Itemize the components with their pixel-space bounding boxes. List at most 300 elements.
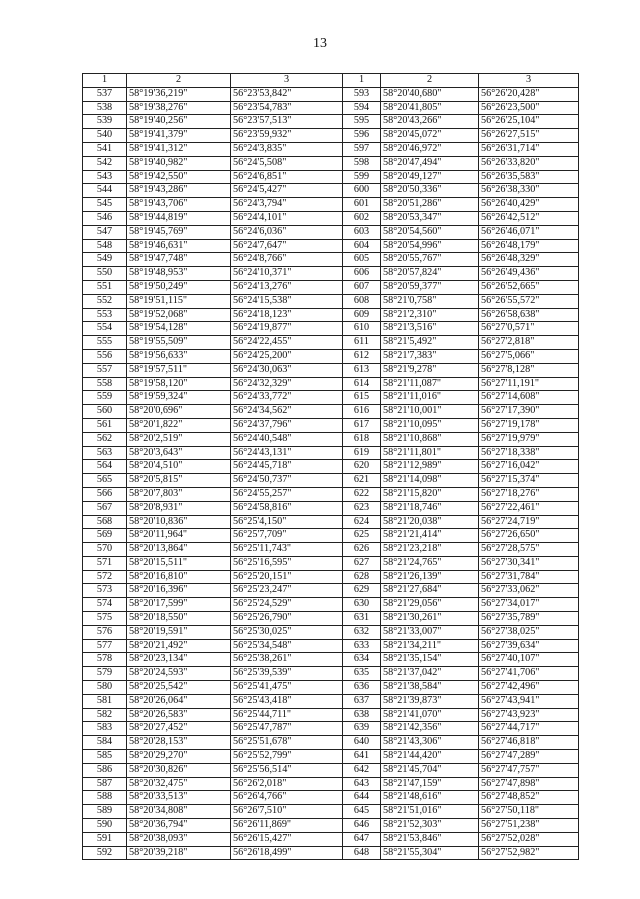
latitude-cell: 58°20'26,583" [127, 708, 231, 722]
point-number-cell: 624 [343, 515, 381, 529]
longitude-cell: 56°26'25,104" [479, 115, 579, 129]
longitude-cell: 56°27'43,923" [479, 708, 579, 722]
point-number-cell: 627 [343, 556, 381, 570]
longitude-cell: 56°25'47,787" [231, 722, 343, 736]
longitude-cell: 56°26'40,429" [479, 198, 579, 212]
longitude-cell: 56°23'59,932" [231, 129, 343, 143]
longitude-cell: 56°24'43,131" [231, 446, 343, 460]
point-number-cell: 544 [83, 184, 127, 198]
latitude-cell: 58°21'12,989" [381, 460, 479, 474]
longitude-cell: 56°27'40,107" [479, 653, 579, 667]
longitude-cell: 56°27'47,898" [479, 777, 579, 791]
latitude-cell: 58°20'39,218" [127, 846, 231, 860]
point-number-cell: 585 [83, 750, 127, 764]
longitude-cell: 56°27'24,719" [479, 515, 579, 529]
point-number-cell: 551 [83, 280, 127, 294]
table-row [83, 336, 579, 350]
longitude-cell: 56°25'51,678" [231, 736, 343, 750]
longitude-cell: 56°27'38,025" [479, 625, 579, 639]
point-number-cell: 625 [343, 529, 381, 543]
longitude-cell: 56°26'46,071" [479, 225, 579, 239]
latitude-cell: 58°20'27,452" [127, 722, 231, 736]
latitude-cell: 58°20'29,270" [127, 750, 231, 764]
table-row [83, 405, 579, 419]
table-row [83, 170, 579, 184]
point-number-cell: 557 [83, 363, 127, 377]
point-number-cell: 614 [343, 377, 381, 391]
point-number-cell: 582 [83, 708, 127, 722]
longitude-cell: 56°25'34,548" [231, 639, 343, 653]
latitude-cell: 58°20'23,134" [127, 653, 231, 667]
latitude-cell: 58°19'51,115" [127, 294, 231, 308]
point-number-cell: 629 [343, 584, 381, 598]
point-number-cell: 577 [83, 639, 127, 653]
table-row [83, 556, 579, 570]
point-number-cell: 547 [83, 225, 127, 239]
latitude-cell: 58°21'41,070" [381, 708, 479, 722]
table-row [83, 322, 579, 336]
table-row [83, 832, 579, 846]
table-row [83, 267, 579, 281]
longitude-cell: 56°27'47,289" [479, 750, 579, 764]
latitude-cell: 58°20'25,542" [127, 681, 231, 695]
point-number-cell: 573 [83, 584, 127, 598]
longitude-cell: 56°27'35,789" [479, 612, 579, 626]
longitude-cell: 56°24'22,455" [231, 336, 343, 350]
table-row [83, 722, 579, 736]
latitude-cell: 58°21'51,016" [381, 805, 479, 819]
longitude-cell: 56°27'46,818" [479, 736, 579, 750]
longitude-cell: 56°26'15,427" [231, 832, 343, 846]
longitude-cell: 56°27'31,784" [479, 570, 579, 584]
point-number-cell: 616 [343, 405, 381, 419]
latitude-cell: 58°21'45,704" [381, 763, 479, 777]
latitude-cell: 58°21'53,846" [381, 832, 479, 846]
table-row [83, 115, 579, 129]
latitude-cell: 58°20'1,822" [127, 418, 231, 432]
longitude-cell: 56°27'52,028" [479, 832, 579, 846]
longitude-cell: 56°25'23,247" [231, 584, 343, 598]
latitude-cell: 58°19'50,249" [127, 280, 231, 294]
point-number-cell: 584 [83, 736, 127, 750]
longitude-cell: 56°24'32,329" [231, 377, 343, 391]
point-number-cell: 634 [343, 653, 381, 667]
point-number-cell: 559 [83, 391, 127, 405]
longitude-cell: 56°24'4,101" [231, 211, 343, 225]
table-row [83, 625, 579, 639]
table-row [83, 432, 579, 446]
latitude-cell: 58°21'35,154" [381, 653, 479, 667]
longitude-cell: 56°24'30,063" [231, 363, 343, 377]
latitude-cell: 58°19'40,982" [127, 156, 231, 170]
latitude-cell: 58°21'11,801" [381, 446, 479, 460]
longitude-cell: 56°27'19,979" [479, 432, 579, 446]
longitude-cell: 56°25'39,539" [231, 667, 343, 681]
latitude-cell: 58°20'38,093" [127, 832, 231, 846]
latitude-cell: 58°20'13,864" [127, 543, 231, 557]
latitude-cell: 58°20'32,475" [127, 777, 231, 791]
latitude-cell: 58°20'3,643" [127, 446, 231, 460]
point-number-cell: 537 [83, 87, 127, 101]
table-row [83, 777, 579, 791]
latitude-cell: 58°19'38,276" [127, 101, 231, 115]
longitude-cell: 56°26'23,500" [479, 101, 579, 115]
table-row [83, 87, 579, 101]
latitude-cell: 58°20'15,511" [127, 556, 231, 570]
coordinates-table [82, 73, 579, 860]
point-number-cell: 638 [343, 708, 381, 722]
latitude-cell: 58°21'7,383" [381, 349, 479, 363]
latitude-cell: 58°21'14,098" [381, 474, 479, 488]
longitude-cell: 56°25'20,151" [231, 570, 343, 584]
longitude-cell: 56°25'26,790" [231, 612, 343, 626]
latitude-cell: 58°19'41,379" [127, 129, 231, 143]
latitude-cell: 58°20'21,492" [127, 639, 231, 653]
column-header: 1 [83, 74, 127, 88]
point-number-cell: 648 [343, 846, 381, 860]
longitude-cell: 56°24'34,562" [231, 405, 343, 419]
table-row [83, 598, 579, 612]
point-number-cell: 538 [83, 101, 127, 115]
point-number-cell: 643 [343, 777, 381, 791]
point-number-cell: 560 [83, 405, 127, 419]
point-number-cell: 637 [343, 694, 381, 708]
table-row [83, 653, 579, 667]
longitude-cell: 56°25'11,743" [231, 543, 343, 557]
latitude-cell: 58°20'24,593" [127, 667, 231, 681]
point-number-cell: 556 [83, 349, 127, 363]
latitude-cell: 58°21'37,042" [381, 667, 479, 681]
point-number-cell: 619 [343, 446, 381, 460]
point-number-cell: 611 [343, 336, 381, 350]
point-number-cell: 562 [83, 432, 127, 446]
point-number-cell: 630 [343, 598, 381, 612]
point-number-cell: 597 [343, 142, 381, 156]
latitude-cell: 58°19'55,509" [127, 336, 231, 350]
point-number-cell: 581 [83, 694, 127, 708]
point-number-cell: 578 [83, 653, 127, 667]
latitude-cell: 58°20'43,266" [381, 115, 479, 129]
longitude-cell: 56°25'56,514" [231, 763, 343, 777]
latitude-cell: 58°20'49,127" [381, 170, 479, 184]
longitude-cell: 56°26'58,638" [479, 308, 579, 322]
table-row [83, 142, 579, 156]
point-number-cell: 599 [343, 170, 381, 184]
longitude-cell: 56°27'51,238" [479, 819, 579, 833]
latitude-cell: 58°20'5,815" [127, 474, 231, 488]
latitude-cell: 58°20'0,696" [127, 405, 231, 419]
latitude-cell: 58°20'8,931" [127, 501, 231, 515]
point-number-cell: 605 [343, 253, 381, 267]
point-number-cell: 620 [343, 460, 381, 474]
column-header: 1 [343, 74, 381, 88]
longitude-cell: 56°26'18,499" [231, 846, 343, 860]
longitude-cell: 56°26'33,820" [479, 156, 579, 170]
latitude-cell: 58°21'3,516" [381, 322, 479, 336]
point-number-cell: 567 [83, 501, 127, 515]
latitude-cell: 58°21'18,746" [381, 501, 479, 515]
longitude-cell: 56°24'6,036" [231, 225, 343, 239]
latitude-cell: 58°19'46,631" [127, 239, 231, 253]
point-number-cell: 601 [343, 198, 381, 212]
longitude-cell: 56°27'43,941" [479, 694, 579, 708]
longitude-cell: 56°27'19,178" [479, 418, 579, 432]
table-row [83, 846, 579, 860]
latitude-cell: 58°19'58,120" [127, 377, 231, 391]
table-row [83, 129, 579, 143]
point-number-cell: 558 [83, 377, 127, 391]
latitude-cell: 58°20'45,072" [381, 129, 479, 143]
longitude-cell: 56°25'7,709" [231, 529, 343, 543]
latitude-cell: 58°20'40,680" [381, 87, 479, 101]
latitude-cell: 58°21'39,873" [381, 694, 479, 708]
longitude-cell: 56°24'55,257" [231, 487, 343, 501]
table-row [83, 460, 579, 474]
table-row [83, 253, 579, 267]
point-number-cell: 571 [83, 556, 127, 570]
longitude-cell: 56°25'4,150" [231, 515, 343, 529]
latitude-cell: 58°20'7,803" [127, 487, 231, 501]
column-header: 3 [479, 74, 579, 88]
latitude-cell: 58°21'34,211" [381, 639, 479, 653]
latitude-cell: 58°20'16,396" [127, 584, 231, 598]
longitude-cell: 56°27'0,571" [479, 322, 579, 336]
longitude-cell: 56°27'22,461" [479, 501, 579, 515]
table-row [83, 681, 579, 695]
longitude-cell: 56°27'42,496" [479, 681, 579, 695]
longitude-cell: 56°24'15,538" [231, 294, 343, 308]
table-header-row [83, 74, 579, 88]
point-number-cell: 572 [83, 570, 127, 584]
latitude-cell: 58°20'2,519" [127, 432, 231, 446]
longitude-cell: 56°26'42,512" [479, 211, 579, 225]
table-row [83, 184, 579, 198]
longitude-cell: 56°27'52,982" [479, 846, 579, 860]
point-number-cell: 550 [83, 267, 127, 281]
longitude-cell: 56°26'2,018" [231, 777, 343, 791]
point-number-cell: 564 [83, 460, 127, 474]
longitude-cell: 56°24'18,123" [231, 308, 343, 322]
longitude-cell: 56°25'44,711" [231, 708, 343, 722]
latitude-cell: 58°21'24,765" [381, 556, 479, 570]
longitude-cell: 56°26'49,436" [479, 267, 579, 281]
latitude-cell: 58°21'30,261" [381, 612, 479, 626]
point-number-cell: 553 [83, 308, 127, 322]
latitude-cell: 58°20'17,599" [127, 598, 231, 612]
longitude-cell: 56°26'31,714" [479, 142, 579, 156]
table-row [83, 763, 579, 777]
longitude-cell: 56°27'28,575" [479, 543, 579, 557]
point-number-cell: 545 [83, 198, 127, 212]
longitude-cell: 56°27'17,390" [479, 405, 579, 419]
page-number: 13 [313, 36, 327, 51]
longitude-cell: 56°26'20,428" [479, 87, 579, 101]
point-number-cell: 623 [343, 501, 381, 515]
column-header: 3 [231, 74, 343, 88]
longitude-cell: 56°27'16,042" [479, 460, 579, 474]
latitude-cell: 58°19'43,706" [127, 198, 231, 212]
longitude-cell: 56°25'30,025" [231, 625, 343, 639]
latitude-cell: 58°19'52,068" [127, 308, 231, 322]
longitude-cell: 56°24'33,772" [231, 391, 343, 405]
table-row [83, 819, 579, 833]
point-number-cell: 589 [83, 805, 127, 819]
latitude-cell: 58°19'59,324" [127, 391, 231, 405]
point-number-cell: 591 [83, 832, 127, 846]
latitude-cell: 58°19'57,511" [127, 363, 231, 377]
longitude-cell: 56°27'39,634" [479, 639, 579, 653]
latitude-cell: 58°20'36,794" [127, 819, 231, 833]
latitude-cell: 58°19'36,219" [127, 87, 231, 101]
longitude-cell: 56°24'6,851" [231, 170, 343, 184]
point-number-cell: 646 [343, 819, 381, 833]
point-number-cell: 598 [343, 156, 381, 170]
longitude-cell: 56°26'55,572" [479, 294, 579, 308]
point-number-cell: 608 [343, 294, 381, 308]
point-number-cell: 618 [343, 432, 381, 446]
longitude-cell: 56°24'7,647" [231, 239, 343, 253]
table-body [83, 87, 579, 860]
latitude-cell: 58°19'54,128" [127, 322, 231, 336]
longitude-cell: 56°24'37,796" [231, 418, 343, 432]
latitude-cell: 58°20'4,510" [127, 460, 231, 474]
longitude-cell: 56°24'45,718" [231, 460, 343, 474]
point-number-cell: 574 [83, 598, 127, 612]
latitude-cell: 58°21'0,758" [381, 294, 479, 308]
latitude-cell: 58°21'43,306" [381, 736, 479, 750]
longitude-cell: 56°24'5,508" [231, 156, 343, 170]
table-row [83, 487, 579, 501]
latitude-cell: 58°21'55,304" [381, 846, 479, 860]
point-number-cell: 596 [343, 129, 381, 143]
latitude-cell: 58°21'52,303" [381, 819, 479, 833]
longitude-cell: 56°26'48,329" [479, 253, 579, 267]
point-number-cell: 539 [83, 115, 127, 129]
longitude-cell: 56°26'4,766" [231, 791, 343, 805]
point-number-cell: 633 [343, 639, 381, 653]
longitude-cell: 56°24'40,548" [231, 432, 343, 446]
longitude-cell: 56°24'13,276" [231, 280, 343, 294]
point-number-cell: 588 [83, 791, 127, 805]
table-row [83, 101, 579, 115]
point-number-cell: 565 [83, 474, 127, 488]
latitude-cell: 58°21'15,820" [381, 487, 479, 501]
latitude-cell: 58°20'57,824" [381, 267, 479, 281]
table-row [83, 570, 579, 584]
table-row [83, 543, 579, 557]
point-number-cell: 590 [83, 819, 127, 833]
table-row [83, 639, 579, 653]
latitude-cell: 58°21'38,584" [381, 681, 479, 695]
longitude-cell: 56°27'34,017" [479, 598, 579, 612]
latitude-cell: 58°20'19,591" [127, 625, 231, 639]
point-number-cell: 644 [343, 791, 381, 805]
point-number-cell: 569 [83, 529, 127, 543]
longitude-cell: 56°26'35,583" [479, 170, 579, 184]
point-number-cell: 645 [343, 805, 381, 819]
longitude-cell: 56°23'57,513" [231, 115, 343, 129]
longitude-cell: 56°27'48,852" [479, 791, 579, 805]
longitude-cell: 56°27'14,608" [479, 391, 579, 405]
point-number-cell: 615 [343, 391, 381, 405]
latitude-cell: 58°21'42,356" [381, 722, 479, 736]
longitude-cell: 56°24'50,737" [231, 474, 343, 488]
table-row [83, 805, 579, 819]
point-number-cell: 546 [83, 211, 127, 225]
table-row [83, 529, 579, 543]
longitude-cell: 56°23'53,842" [231, 87, 343, 101]
longitude-cell: 56°26'27,515" [479, 129, 579, 143]
latitude-cell: 58°20'30,826" [127, 763, 231, 777]
point-number-cell: 622 [343, 487, 381, 501]
latitude-cell: 58°21'44,420" [381, 750, 479, 764]
column-header: 2 [381, 74, 479, 88]
point-number-cell: 613 [343, 363, 381, 377]
table-row [83, 239, 579, 253]
column-header: 2 [127, 74, 231, 88]
latitude-cell: 58°19'48,953" [127, 267, 231, 281]
latitude-cell: 58°21'20,038" [381, 515, 479, 529]
latitude-cell: 58°19'45,769" [127, 225, 231, 239]
table-row [83, 308, 579, 322]
point-number-cell: 595 [343, 115, 381, 129]
latitude-cell: 58°20'34,808" [127, 805, 231, 819]
latitude-cell: 58°19'40,256" [127, 115, 231, 129]
point-number-cell: 592 [83, 846, 127, 860]
latitude-cell: 58°21'10,001" [381, 405, 479, 419]
point-number-cell: 621 [343, 474, 381, 488]
table-row [83, 515, 579, 529]
latitude-cell: 58°21'10,095" [381, 418, 479, 432]
table-row [83, 156, 579, 170]
latitude-cell: 58°21'23,218" [381, 543, 479, 557]
longitude-cell: 56°27'47,757" [479, 763, 579, 777]
latitude-cell: 58°21'21,414" [381, 529, 479, 543]
point-number-cell: 632 [343, 625, 381, 639]
latitude-cell: 58°21'10,868" [381, 432, 479, 446]
point-number-cell: 541 [83, 142, 127, 156]
table-row [83, 694, 579, 708]
point-number-cell: 552 [83, 294, 127, 308]
latitude-cell: 58°21'11,016" [381, 391, 479, 405]
longitude-cell: 56°24'3,835" [231, 142, 343, 156]
table-row [83, 391, 579, 405]
point-number-cell: 610 [343, 322, 381, 336]
table-row [83, 349, 579, 363]
latitude-cell: 58°21'47,159" [381, 777, 479, 791]
longitude-cell: 56°27'8,128" [479, 363, 579, 377]
point-number-cell: 606 [343, 267, 381, 281]
point-number-cell: 561 [83, 418, 127, 432]
latitude-cell: 58°21'5,492" [381, 336, 479, 350]
point-number-cell: 635 [343, 667, 381, 681]
point-number-cell: 600 [343, 184, 381, 198]
table-row [83, 294, 579, 308]
longitude-cell: 56°27'11,191" [479, 377, 579, 391]
table-row [83, 612, 579, 626]
latitude-cell: 58°21'2,310" [381, 308, 479, 322]
longitude-cell: 56°26'52,665" [479, 280, 579, 294]
table-row [83, 225, 579, 239]
table-row [83, 363, 579, 377]
table-row [83, 501, 579, 515]
longitude-cell: 56°24'58,816" [231, 501, 343, 515]
longitude-cell: 56°24'5,427" [231, 184, 343, 198]
point-number-cell: 580 [83, 681, 127, 695]
latitude-cell: 58°20'47,494" [381, 156, 479, 170]
point-number-cell: 563 [83, 446, 127, 460]
table-row [83, 736, 579, 750]
